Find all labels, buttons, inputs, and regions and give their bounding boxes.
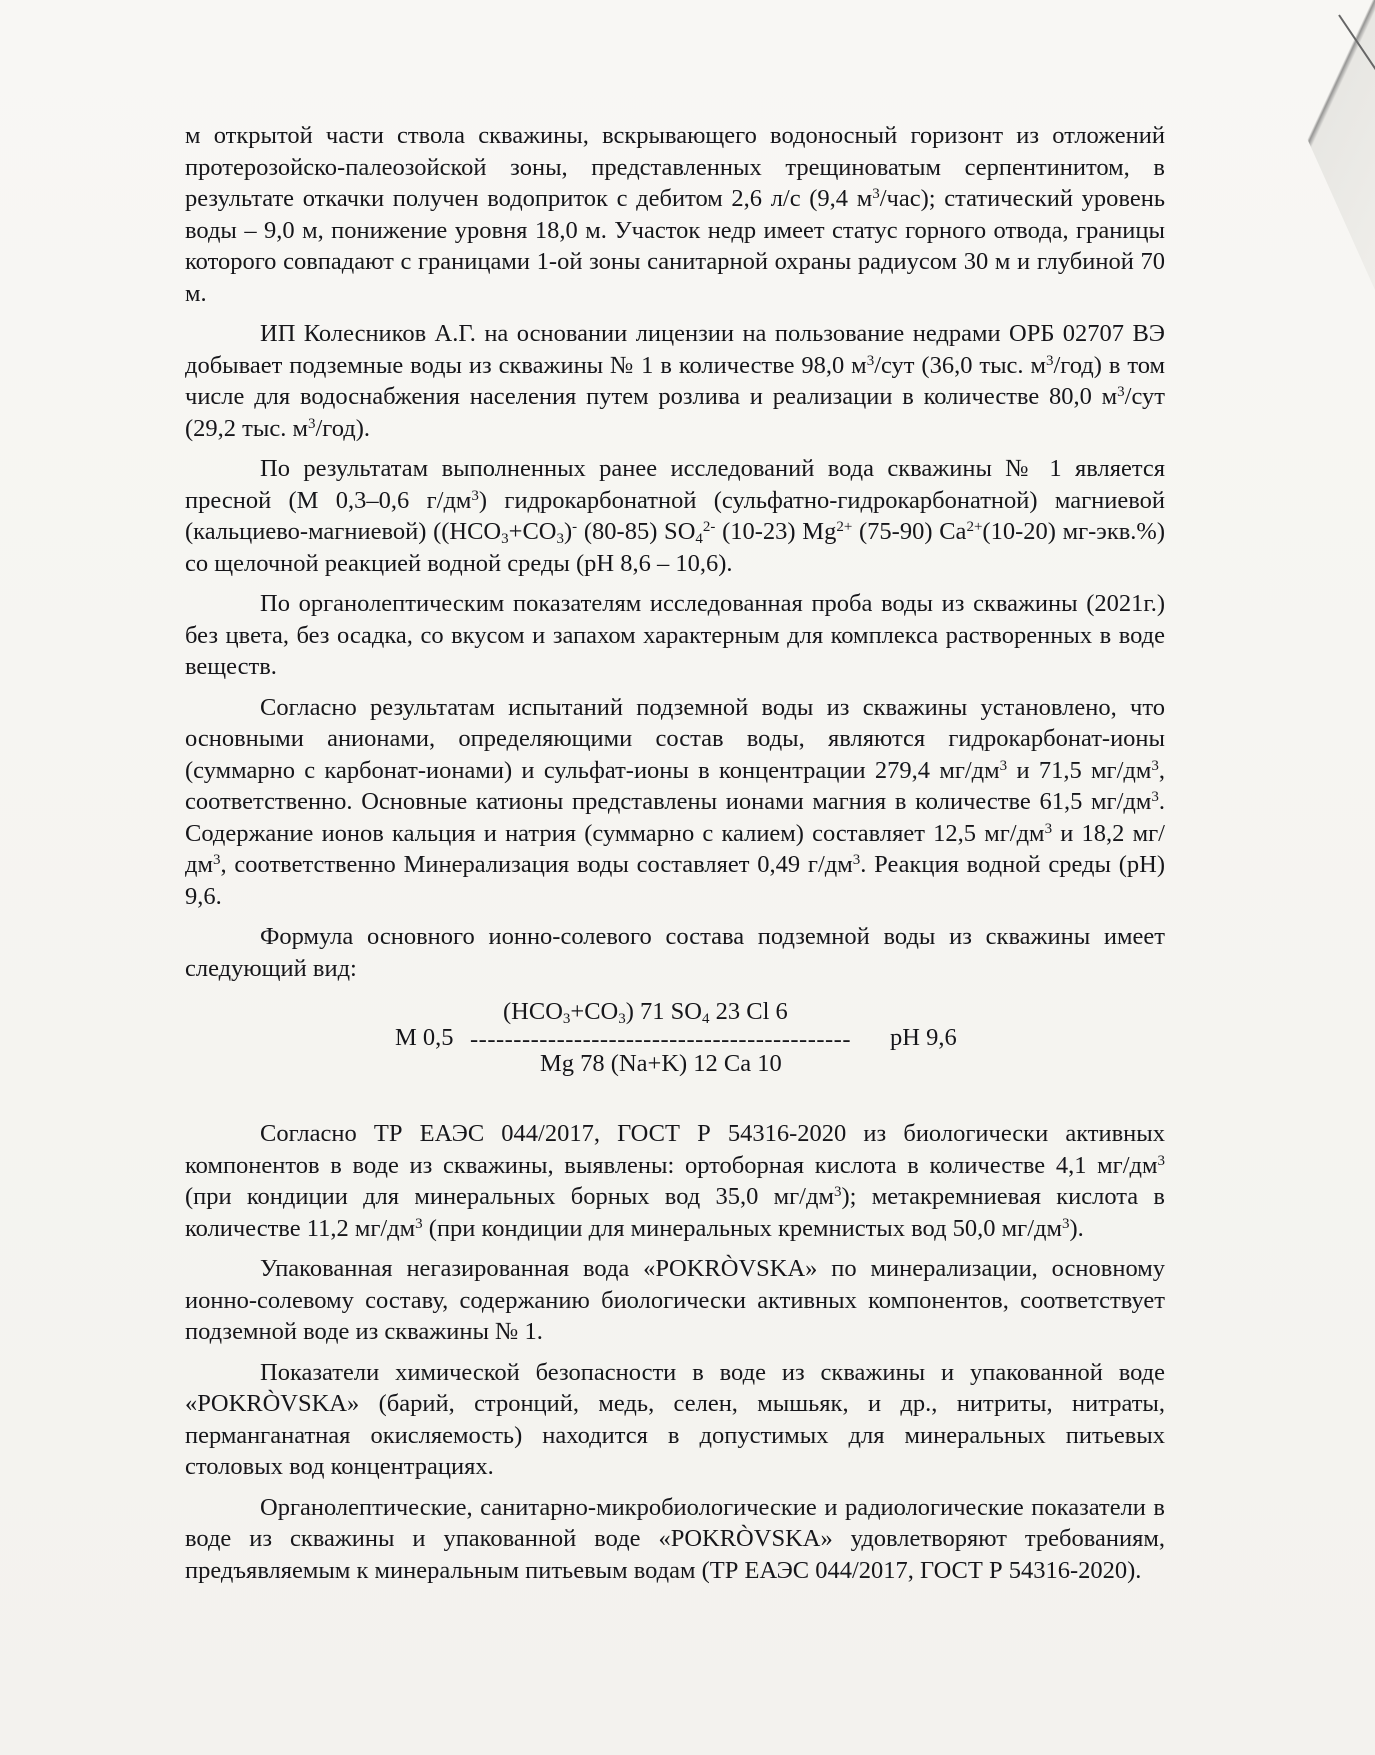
formula-denominator: Mg 78 (Na+K) 12 Ca 10 xyxy=(540,1050,782,1077)
paragraph-organoleptic: По органолептическим показателям исследованная проба воды из скважины (2021г.) без цвета, без осадка, со вкусом и запахом характерным для комплекса растворенных в воде веществ. xyxy=(185,590,1165,680)
paragraph-license: ИП Колесников А.Г. на основании лицензии на пользование недрами ОРБ 02707 ВЭ добывает подземные воды из скважины № 1 в количестве 98,0 $м^3$/сут (36,0 тыс. $м^3/год$) в том числе для водоснабжения населения путем розлива и реализации в количестве 80,0 $м^3$/сут (29,2 тыс. $м^3/год$). xyxy=(185,320,1165,442)
paragraph-test-results: Согласно результатам испытаний подземной воды из скважины установлено, что основными анионами, определяющими состав воды, являются гидрокарбонат-ионы (суммарно с карбонат-ионами) и сульфат-ионы в концентрации 279,4 $мг/дм^3$ и 71,5 $мг/дм^3$, соответственно. Основные катионы представлены ионами магния в количестве 61,5 $мг/дм^3$. Содержание ионов кальция и натрия (суммарно с калием) составляет 12,5 $мг/дм^3$ и 18,2 $мг/дм^3$, соответственно Минерализация воды составляет 0,49 $г/дм^3$. Реакция водной среды (рН) 9,6. xyxy=(185,693,1165,910)
formula-mineralization: М 0,5 xyxy=(395,1024,454,1051)
formula-fraction-line: -------------------------------------------- xyxy=(470,1026,851,1053)
paragraph-previous-research: По результатам выполненных ранее исследований вода скважины № 1 является пресной (М 0,3–0,6 $г/дм^3$) гидрокарбонатной (сульфатно-гидрокарбонатной) магниевой (кальциево-магниевой) ($(HCO_3+CO_3)^-$ (80-85) $SO_4^{2-}$ (10-23) $Mg^{2+}$ (75-90) $Ca^{2+}(10-20)$ мг-экв.%) со щелочной реакцией водной среды (рН 8,6 – 10,6). xyxy=(185,455,1165,577)
paragraph-biologically-active: Согласно ТР ЕАЭС 044/2017, ГОСТ Р 54316-2020 из биологически активных компонентов в воде из скважины, выявлены: ортоборная кислота в количестве 4,1 $мг/дм^3$ (при кондиции для минеральных борных вод 35,0 $мг/дм^3$); метакремниевая кислота в количестве 11,2 $мг/дм^3$ (при кондиции для минеральных кремнистых вод 50,0 $мг/дм^3$). xyxy=(185,1120,1166,1242)
paragraph-well-description: м открытой части ствола скважины, вскрывающего водоносный горизонт из отложений протерозойско-палеозойской зоны, представленных трещиноватым серпентинитом, в результате откачки получен водоприток с дебитом 2,6 л/с (9,4 $м^3/час$); статический уровень воды – 9,0 м, понижение уровня 18,0 м. Участок недр имеет статус горного отвода, границы которого совпадают с границами 1-ой зоны санитарной охраны радиусом 30 м и глубиной 70 м. xyxy=(185,122,1165,307)
page-fold-corner xyxy=(1245,0,1375,290)
kurlov-formula xyxy=(185,996,1165,1096)
paragraph-formula-intro: Формула основного ионно-солевого состава подземной воды из скважины имеет следующий вид: xyxy=(185,923,1165,982)
document-body xyxy=(185,120,1165,1586)
paragraph-packaged-water: Упакованная негазированная вода «POKRÒVSKA» по минерализации, основному ионно-солевому составу, содержанию биологически активных компонентов, соответствует подземной воде из скважины № 1. xyxy=(185,1255,1165,1345)
formula-ph: pH 9,6 xyxy=(890,1024,957,1051)
paragraph-compliance: Органолептические, санитарно-микробиологические и радиологические показатели в воде из скважины и упакованной воде «POKRÒVSKA» удовлетворяют требованиям, предъявляемым к минеральным питьевым водам (ТР ЕАЭС 044/2017, ГОСТ Р 54316-2020). xyxy=(185,1493,1165,1584)
paragraph-chemical-safety: Показатели химической безопасности в воде из скважины и упакованной воде «POKRÒVSKA» (барий, стронций, медь, селен, мышьяк, и др., нитриты, нитраты, перманганатная окисляемость) находится в допустимых для минеральных питьевых столовых вод концентрациях. xyxy=(185,1358,1165,1480)
formula-numerator: $(HCO_3+CO_3)$ 71 $SO_4$ 23 Cl 6 xyxy=(503,998,788,1027)
